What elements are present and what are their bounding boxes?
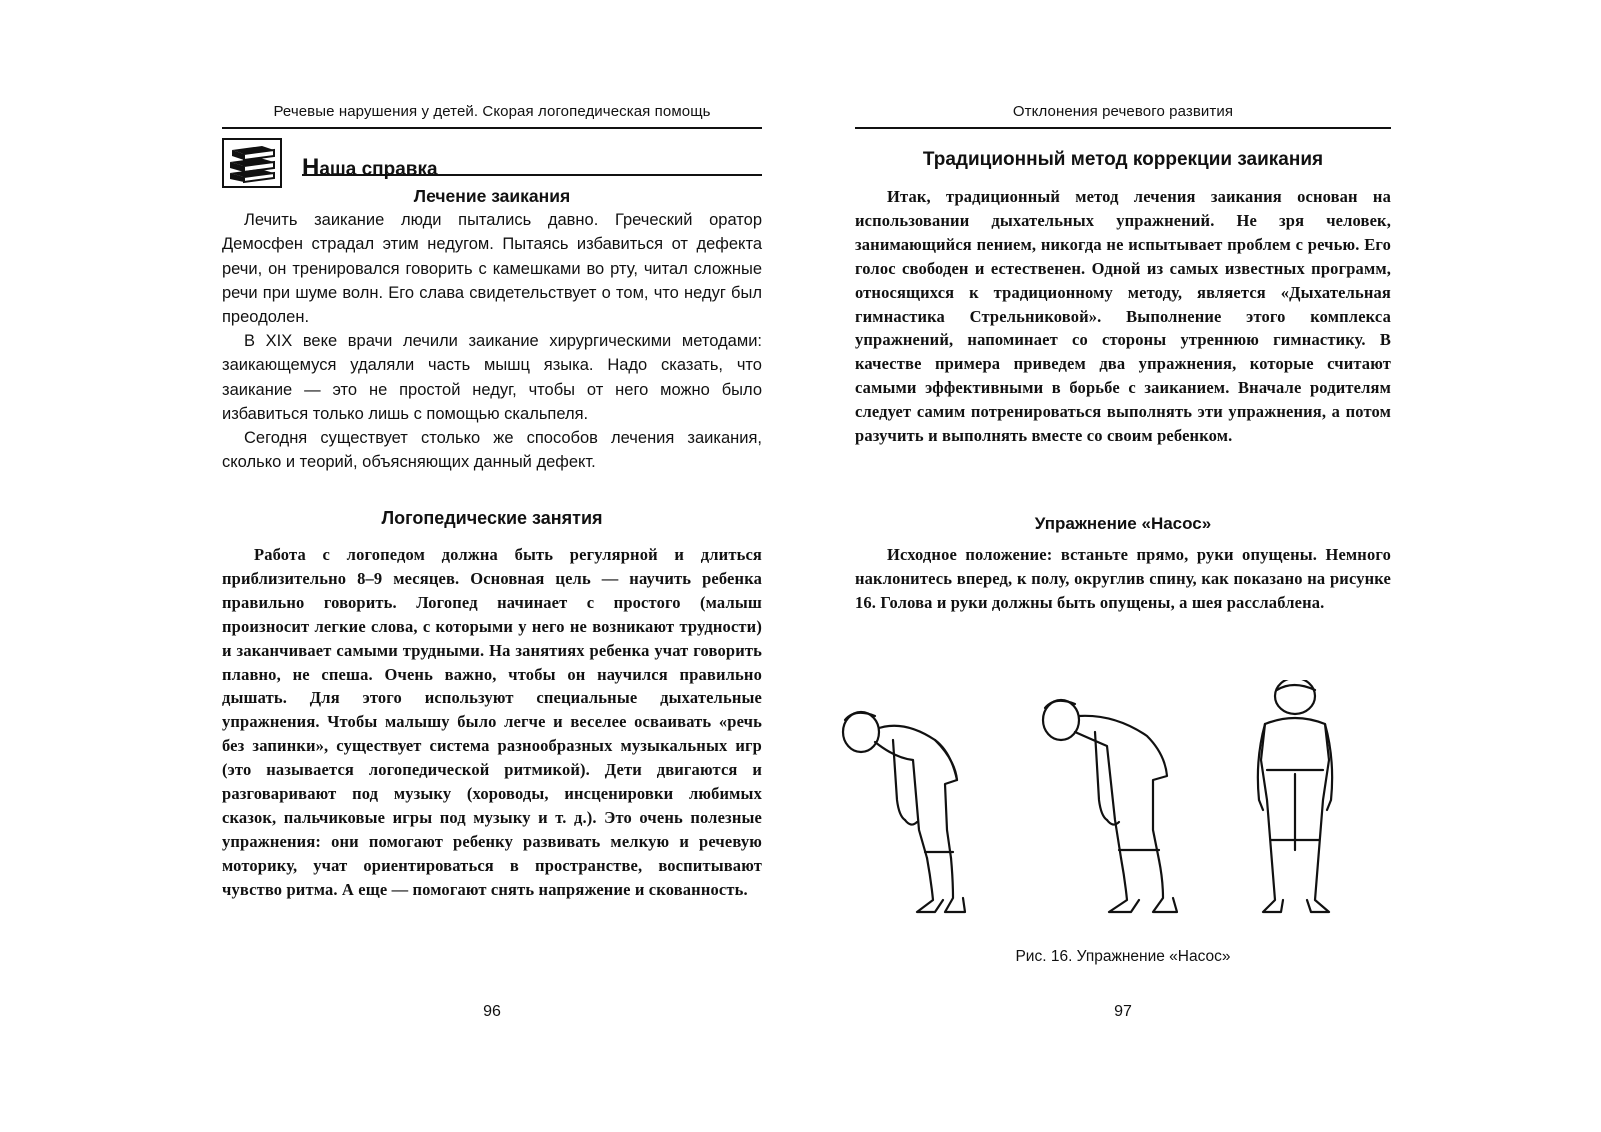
section-title-speech-therapy: Логопедические занятия: [381, 508, 603, 528]
header-rule-left: [222, 127, 762, 129]
paragraph-history: Лечить заикание люди пытались давно. Греческий оратор Демосфен страдал этим недугом. Пытаясь избавиться от дефекта речи, он тренировался говорить с камешками во рту, читал сложные речи при шуме волн. Его слава свидетельствует о том, что недуг был преодолен.: [222, 211, 762, 327]
section-title-treatment: Лечение заикания: [413, 186, 571, 206]
page-number-right: 97: [1114, 1003, 1132, 1020]
figure-bent-1: [843, 712, 965, 912]
paragraph-traditional-method: Итак, традиционный метод лечения заикания основан на использовании дыхательных упражнений. Не зря человек, занимающийся пением, никогда не испытывает проблем с речью. Его голос свободен и естественен. Одной из самых известных программ, относящихся к традиционному методу, является «Дыхательная гимнастика Стрельниковой». Выполнение этого комплекса упражнений, напоминает со стороны утреннюю гимнастику. В качестве примера приведем два упражнения, которые считают самыми эффективными в борьбе с заиканием. Вначале родителям следует самим потренироваться выполнять эти упражнения, а потом разучить и выполнять вместе со своим ребенком.: [855, 187, 1391, 446]
running-head-left: Речевые нарушения у детей. Скорая логопедическая помощь: [273, 103, 711, 120]
exercise-illustration: [835, 680, 1375, 930]
paragraph-speech-therapy: Работа с логопедом должна быть регулярной и длиться приблизительно 8–9 месяцев. Основная цель — научить ребенка правильно говорить. Логопед начинает с простого (малыш произносит легкие слова, с которыми у него не возникают трудности) и заканчивает самыми трудными. На занятиях ребенка учат говорить плавно, не спеша. Очень важно, чтобы он научился правильно дышать. Для этого используют специальные дыхательные упражнения. Чтобы малышу было легче и веселее осваивать «речь без запинки», существует система разнообразных музыкальных игр (это называется логопедической ритмикой). Дети двигаются и разговаривают под музыку (хороводы, инсценировки любимых сказок, пальчиковые игры под музыку и т. д.). Это очень полезные упражнения: они помогают ребенку развивать мелкую и речевую моторику, учат ориентироваться в пространстве, воспитывают чувство ритма. А еще — помогают снять напряжение и скованность.: [222, 545, 762, 899]
header-rule-right: [855, 127, 1391, 129]
note-box: [222, 138, 762, 192]
running-head-right: Отклонения речевого развития: [1012, 103, 1234, 120]
page-number-left: 96: [483, 1003, 501, 1020]
figure-caption: Рис. 16. Упражнение «Насос»: [1015, 948, 1231, 965]
paragraph-today: Сегодня существует столько же способов лечения заикания, сколько и теорий, объясняющих данный дефект.: [222, 429, 762, 472]
note-title: Наша справка: [302, 154, 438, 181]
figure-bent-2: [1043, 700, 1177, 912]
paragraph-xix-century: В XIX веке врачи лечили заикание хирургическими методами: заикающемуся удаляли часть мышц языка. Надо сказать, что заикание — это не простой недуг, чтобы от него можно было избавиться только лишь с помощью скальпеля.: [222, 332, 762, 423]
paragraph-exercise: Исходное положение: встаньте прямо, руки опущены. Немного наклонитесь вперед, к полу, округлив спину, как показано на рисунке 16. Голова и руки должны быть опущены, а шея расслаблена.: [855, 545, 1391, 612]
section-title-traditional-method: Традиционный метод коррекции заикания: [922, 149, 1324, 170]
note-title-rule: [302, 174, 762, 176]
books-icon: [222, 138, 282, 188]
figure-standing: [1258, 680, 1332, 912]
exercise-title: Упражнение «Насос»: [1034, 514, 1212, 533]
